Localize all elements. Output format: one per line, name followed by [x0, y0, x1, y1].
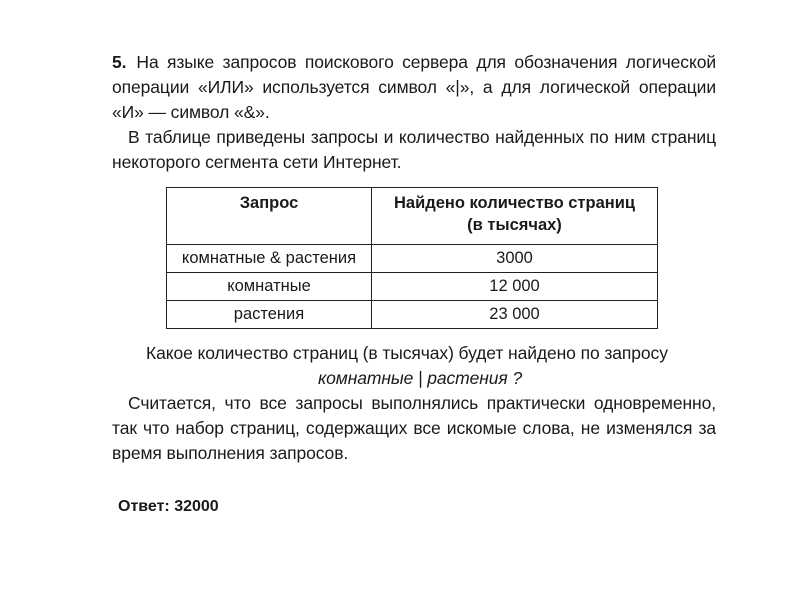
pages-cell: 3000: [372, 245, 658, 273]
table-row: [167, 245, 658, 273]
table-row: [167, 301, 658, 329]
pages-cell: 23 000: [372, 301, 658, 329]
question: [112, 341, 716, 391]
note: [112, 391, 716, 466]
problem-statement: [112, 50, 716, 125]
answer: Ответ: 32000: [118, 498, 219, 515]
intro-line-2: операции «ИЛИ» используется символ «|», а для логической операции: [112, 77, 716, 97]
table-intro-line-2: некоторого сегмента сети Интернет.: [112, 152, 402, 172]
note-line-1: Считается, что все запросы выполнялись практически одновременно,: [128, 393, 716, 413]
pages-cell: 12 000: [372, 273, 658, 301]
problem-number: 5.: [112, 52, 127, 72]
query-text: комнатные | растения ?: [318, 368, 523, 388]
query-cell: растения: [167, 301, 372, 329]
question-line: Какое количество страниц (в тысячах) будет найдено по запросу: [146, 343, 668, 363]
intro-line-3: «И» — символ «&».: [112, 102, 270, 122]
table-row: [167, 273, 658, 301]
note-line-3: время выполнения запросов.: [112, 443, 349, 463]
table-intro-line-1: В таблице приведены запросы и количество найденных по ним страниц: [128, 127, 716, 147]
header-pages: [372, 188, 658, 245]
table-header-row: [167, 188, 658, 245]
query-cell: комнатные: [167, 273, 372, 301]
intro-line-1: На языке запросов поискового сервера для обозначения логической: [136, 52, 716, 72]
query-cell: комнатные & растения: [167, 245, 372, 273]
header-pages-line-2: (в тысячах): [467, 216, 562, 234]
queries-table: [166, 187, 658, 329]
table-intro: [112, 125, 716, 175]
header-query: Запрос: [167, 188, 372, 245]
note-line-2: так что набор страниц, содержащих все искомые слова, не изменялся за: [112, 418, 716, 438]
header-pages-line-1: Найдено количество страниц: [394, 194, 635, 212]
